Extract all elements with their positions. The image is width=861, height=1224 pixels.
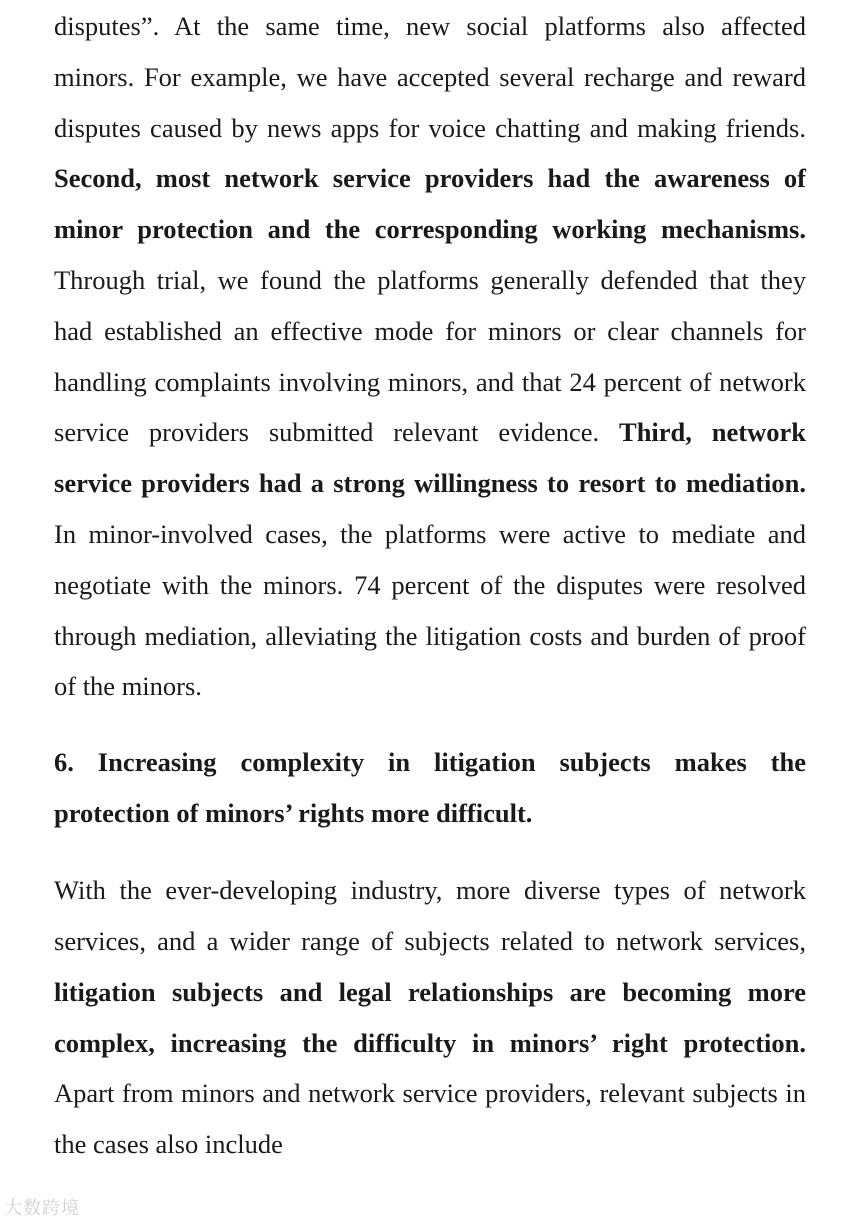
- paragraph-1-sentence-1: disputes”. At the same time, new social platforms also affected minors. For example, we have accepted several recharge and reward disputes caused by news apps for voice chatting and making friends.: [54, 11, 806, 143]
- paragraph-1-bold-point-third: Third, network service providers had a strong willingness to resort to mediation.: [54, 417, 806, 499]
- body-paragraph-2: [54, 865, 806, 1170]
- section-heading-6: 6. Increasing complexity in litigation subjects makes the protection of minors’ rights more difficult.: [54, 747, 806, 828]
- document-page: [54, 1, 806, 1170]
- body-paragraph-1: [54, 1, 806, 712]
- paragraph-1-bold-point-second: Second, most network service providers had the awareness of minor protection and the corresponding working mechanisms.: [54, 163, 806, 245]
- watermark-logo: 大数跨境: [4, 1198, 80, 1219]
- paragraph-2-sentence-1: With the ever-developing industry, more diverse types of network services, and a wider range of subjects related to network services,: [54, 875, 806, 957]
- paragraph-1-sentence-5: In minor-involved cases, the platforms were active to mediate and negotiate with the minors. 74 percent of the disputes were resolved through mediation, alleviating the litigation costs and burden of proof of the minors.: [54, 518, 806, 702]
- paragraph-2-sentence-3: Apart from minors and network service providers, relevant subjects in the cases also include: [54, 1078, 806, 1160]
- paragraph-2-bold-point: litigation subjects and legal relationships are becoming more complex, increasing the difficulty in minors’ right protection.: [54, 976, 806, 1058]
- paragraph-1-sentence-3: Through trial, we found the platforms generally defended that they had established an effective mode for minors or clear channels for handling complaints involving minors, and that 24 percent of network service providers submitted relevant evidence.: [54, 264, 806, 448]
